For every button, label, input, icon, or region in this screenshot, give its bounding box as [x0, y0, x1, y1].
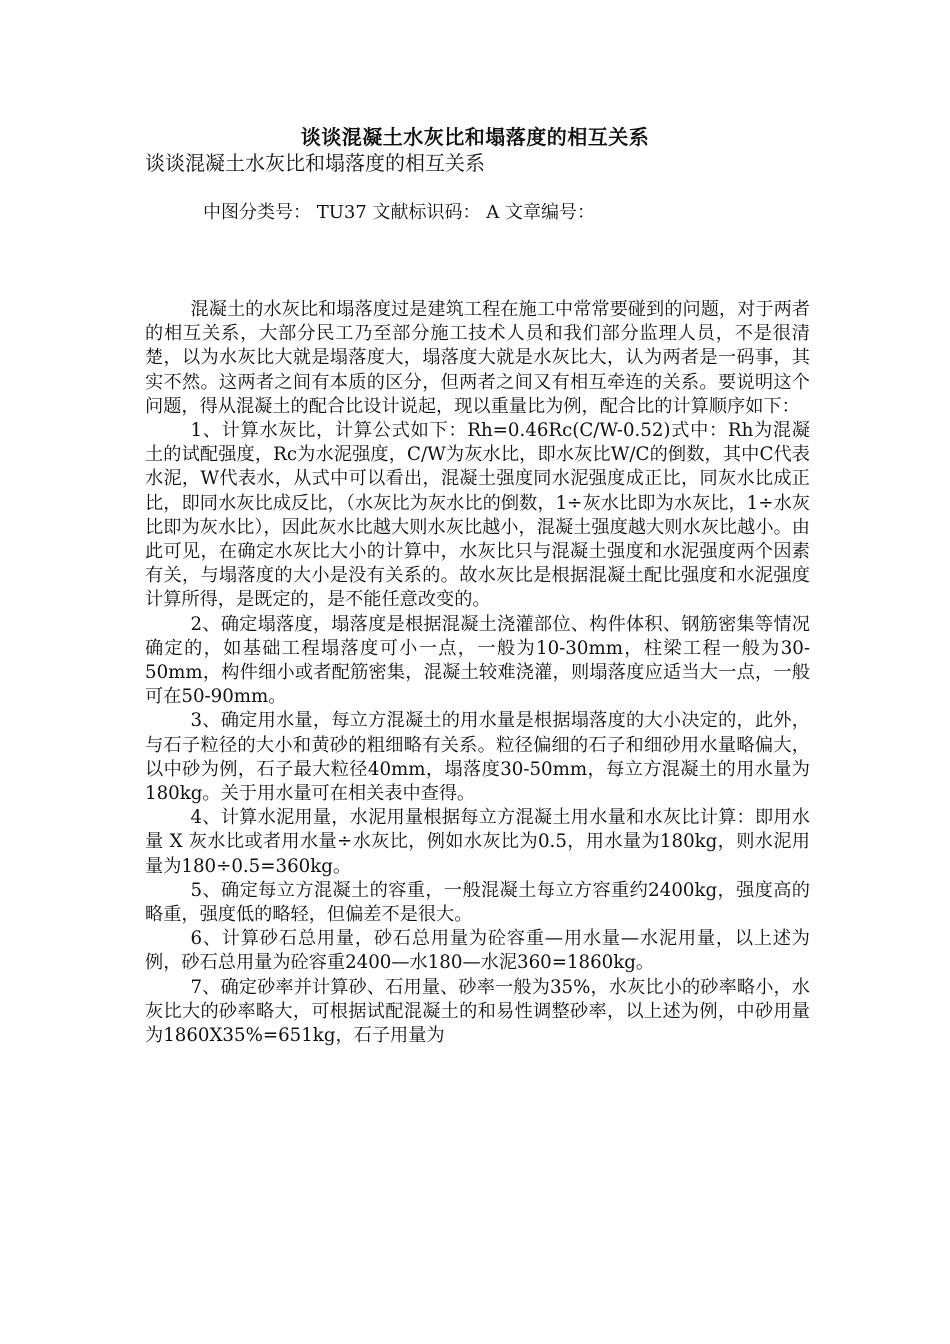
- paragraph-step-6: 6、计算砂石总用量，砂石总用量为砼容重—用水量—水泥用量，以上述为例，砂石总用量为砼容重2400—水180—水泥360=1860kg。: [145, 928, 810, 974]
- article-body: [145, 298, 810, 1048]
- paragraph-step-1: 1、计算水灰比，计算公式如下：Rh=0.46Rc(C/W-0.52)式中：Rh为混凝土的试配强度，Rc为水泥强度，C/W为灰水比，即水灰比W/C的倒数，其中C代表水泥，W代表水，从式中可以看出，混凝土强度同水泥强度成正比，同灰水比成正比，即同水灰比成反比，（水灰比为灰水比的倒数，1÷灰水比即为水灰比，1÷水灰比即为灰水比），因此灰水比越大则水灰比越小，混凝土强度越大则水灰比越小。由此可见，在确定水灰比大小的计算中，水灰比只与混凝土强度和水泥强度两个因素有关，与塌落度的大小是没有关系的。故水灰比是根据混凝土配比强度和水泥强度计算所得，是既定的，是不能任意改变的。: [145, 420, 810, 611]
- paragraph-step-5: 5、确定每立方混凝土的容重，一般混凝土每立方容重约2400kg，强度高的略重，强度低的略轻，但偏差不是很大。: [145, 879, 810, 926]
- document-title: 谈谈混凝土水灰比和塌落度的相互关系: [300, 125, 650, 149]
- paragraph-step-3: 3、确定用水量，每立方混凝土的用水量是根据塌落度的大小决定的，此外，与石子粒径的大小和黄砂的粗细略有关系。粒径偏细的石子和细砂用水量略偏大，以中砂为例，石子最大粒径40mm，塌落度30-50mm，每立方混凝土的用水量为180kg。关于用水量可在相关表中查得。: [145, 710, 810, 805]
- document-subtitle: 谈谈混凝土水灰比和塌落度的相互关系: [145, 151, 485, 175]
- paragraph-intro: 混凝土的水灰比和塌落度过是建筑工程在施工中常常要碰到的问题，对于两者的相互关系，大部分民工乃至部分施工技术人员和我们部分监理人员，不是很清楚，以为水灰比大就是塌落度大，塌落度大就是水灰比大，认为两者是一码事，其实不然。这两者之间有本质的区分，但两者之间又有相互牵连的关系。要说明这个问题，得从混凝土的配合比设计说起，现以重量比为例，配合比的计算顺序如下：: [145, 299, 810, 417]
- classification-line: 中图分类号： TU37 文献标识码： A 文章编号：: [203, 202, 595, 223]
- paragraph-step-4: 4、计算水泥用量，水泥用量根据每立方混凝土用水量和水灰比计算：即用水量 X 灰水比或者用水量÷水灰比，例如水灰比为0.5，用水量为180kg，则水泥用量为180÷0.5=360kg。: [145, 807, 810, 877]
- paragraph-step-2: 2、确定塌落度，塌落度是根据混凝土浇灌部位、构件体积、钢筋密集等情况确定的，如基础工程塌落度可小一点，一般为10-30mm，柱梁工程一般为30-50mm，构件细小或者配筋密集，混凝土较难浇灌，则塌落度应适当大一点，一般可在50-90mm。: [145, 613, 810, 708]
- paragraph-step-7: 7、确定砂率并计算砂、石用量、砂率一般为35%，水灰比小的砂率略小，水灰比大的砂率略大，可根据试配混凝土的和易性调整砂率，以上述为例，中砂用量为1860X35%=651kg，石子用量为: [145, 976, 810, 1047]
